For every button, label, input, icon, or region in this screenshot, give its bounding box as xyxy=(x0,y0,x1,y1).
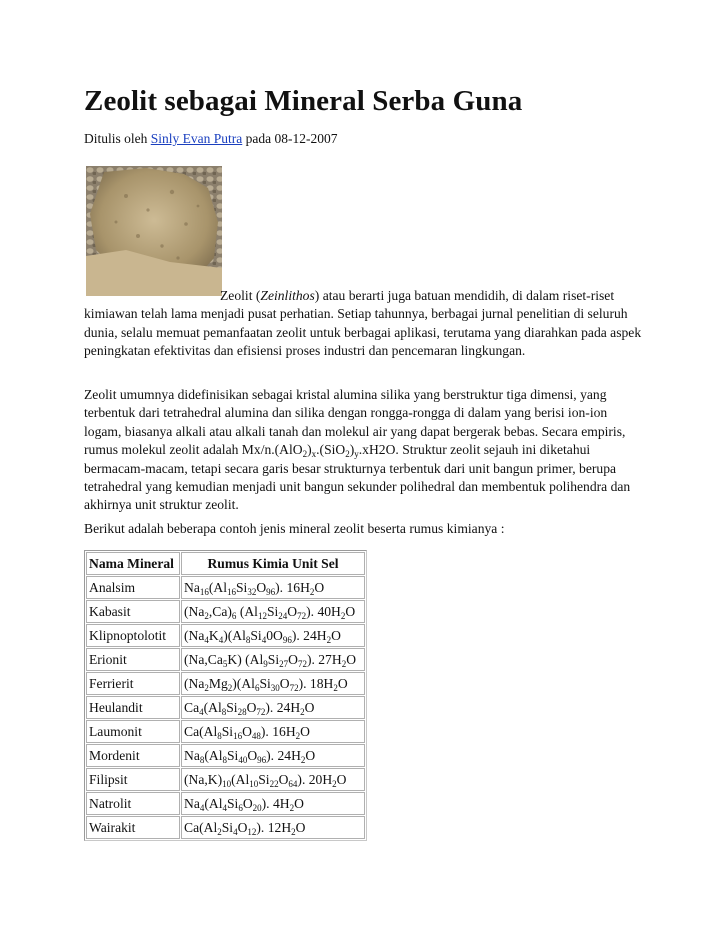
table-row xyxy=(86,624,365,647)
table-row xyxy=(86,768,365,791)
page-title: Zeolit sebagai Mineral Serba Guna xyxy=(84,85,523,117)
zeolite-mineral-table xyxy=(84,550,367,841)
table-header-row xyxy=(86,552,365,575)
intro-italic-term: Zeinlithos xyxy=(260,288,315,303)
header-formula: Rumus Kimia Unit Sel xyxy=(181,552,365,575)
mineral-formula: $(Na,K)_{10}(Al_{10}Si_{22}O_{64})$. $20H_2O$ xyxy=(181,768,365,791)
mineral-formula: $Ca(Al_2Si_4O_{12})$. $12H_2O$ xyxy=(181,816,365,839)
intro-paragraph: Zeolit (Zeinlithos) atau berarti juga batuan mendidih, di dalam riset-riset kimiawan telah lama menjadi pusat perhatian. Setiap tahunnya, berbagai jurnal penelitian di seluruh dunia, selalu memuat pemanfaatan zeolit untuk berbagai aplikasi, terutama yang diarahkan pada aspek peningkatan efektivitas dan efisiensi proses industri dan pencemaran lingkungan. xyxy=(84,288,642,359)
zeolite-formula: $x/n.(AlO_2)_x.(SiO_2)_y.x$ xyxy=(253,442,369,460)
byline-date: pada 08-12-2007 xyxy=(245,131,338,146)
table-row xyxy=(86,672,365,695)
mineral-formula: $(Na_2Mg_2)(Al_6Si_{30}O_{72})$. $18H_2O$ xyxy=(181,672,365,695)
mineral-name: Analsim xyxy=(86,576,180,599)
table-row xyxy=(86,696,365,719)
mineral-name: Klipnoptolotit xyxy=(86,624,180,647)
mineral-name: Filipsit xyxy=(86,768,180,791)
mineral-name: Laumonit xyxy=(86,720,180,743)
article xyxy=(84,82,644,837)
table-row xyxy=(86,576,365,599)
mineral-name: Heulandit xyxy=(86,696,180,719)
mineral-formula: $(Na,Ca_5K)$ $(Al_9Si_{27}O_{72})$. $27H_2O$ xyxy=(181,648,365,671)
byline-prefix: Ditulis oleh xyxy=(84,131,148,146)
table-row xyxy=(86,744,365,767)
zeolite-rock-photo xyxy=(86,166,222,296)
table-row xyxy=(86,648,365,671)
table-row xyxy=(86,600,365,623)
mineral-name: Wairakit xyxy=(86,816,180,839)
table-row xyxy=(86,792,365,815)
author-link[interactable]: Sinly Evan Putra xyxy=(150,131,243,146)
mineral-formula: $Na_8(Al_8Si_{40}O_{96})$. $24H_2O$ xyxy=(181,744,365,767)
mineral-formula: $Ca(Al_8Si_{16}O_{48})$. $16H_2O$ xyxy=(181,720,365,743)
mineral-name: Erionit xyxy=(86,648,180,671)
mineral-formula: $(Na_2,Ca)_6$ $(Al_{12}Si_{24}O_{72})$. $40H_2O$ xyxy=(181,600,365,623)
mineral-name: Ferrierit xyxy=(86,672,180,695)
mineral-name: Mordenit xyxy=(86,744,180,767)
mineral-name: Natrolit xyxy=(86,792,180,815)
mineral-formula: $Na_{16}(Al_{16}Si_{32}O_{96})$. $16H_2O$ xyxy=(181,576,365,599)
examples-intro: Berikut adalah beberapa contoh jenis mineral zeolit beserta rumus kimianya : xyxy=(84,521,505,536)
mineral-name: Kabasit xyxy=(86,600,180,623)
byline xyxy=(84,130,644,148)
definition-paragraph: Zeolit umumnya didefinisikan sebagai kristal alumina silika yang berstruktur tiga dimensi, yang terbentuk dari tetrahedral alumina dan silika dengan rongga-rongga di dalam yang berisi ion-ion logam, biasanya alkali atau alkali tanah dan molekul air yang dapat bergerak bebas. Secara empiris, rumus molekul zeolit adalah $Mx/n.(AlO_2)_x.(SiO_2)_y.xH2O$. Struktur zeolit sejauh ini diketahui bermacam-macam, tetapi secara garis besar strukturnya terbentuk dari unit bangun primer, berupa tetrahedral yang kemudian menjadi unit bangun sekunder polihedral dan membentuk polihendra dan akhirnya unit struktur zeolit. xyxy=(84,387,631,513)
table-row xyxy=(86,720,365,743)
mineral-formula: $Ca_4(Al_8Si_{28}O_{72})$. $24H_2O$ xyxy=(181,696,365,719)
mineral-formula: $(Na_4K_4)(Al_8Si_40O_{96})$. $24H_2O$ xyxy=(181,624,365,647)
mineral-formula: $Na_4(Al_4Si_6O_{20})$. $4H_2O$ xyxy=(181,792,365,815)
header-mineral-name: Nama Mineral xyxy=(86,552,180,575)
table-row xyxy=(86,816,365,839)
